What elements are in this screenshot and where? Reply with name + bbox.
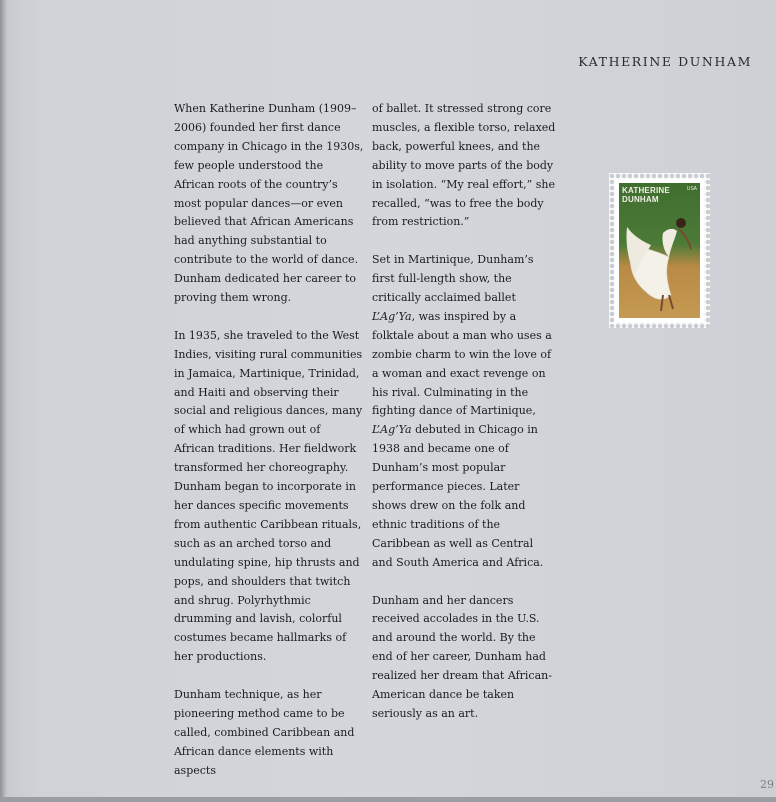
stamp-title-line: KATHERINE [622,186,670,195]
text-run: Set in Martinique, Dunham’s first full-length show, the critically acclaimed ballet [372,253,534,305]
ballet-title: L’Ag’Ya [372,423,412,437]
ballet-title: L’Ag’Ya [372,309,412,323]
dancer-body [662,229,677,257]
paragraph [372,251,557,572]
stamp-artwork [619,183,700,318]
text-run: debuted in Chicago in 1938 and became one of Dunham’s most popular performance pieces. Later shows drew on the folk and ethnic traditions of the Caribbean as well as Central and South America and Africa. [372,423,544,569]
dancer-head [676,218,686,228]
paragraph: Dunham technique, as her pioneering method came to be called, combined Caribbean and African dance elements with aspects [174,688,355,777]
dancer-illustration [619,183,700,318]
paragraph: of ballet. It stressed strong core muscles, a flexible torso, relaxed back, powerful knees, and the ability to move parts of the body in isolation. “My real effort,” she recalled, “was to free the body from restriction.” [372,102,556,229]
dancer-arm [679,229,691,249]
left-text-column [174,100,364,799]
text-run: , was inspired by a folktale about a man who uses a zombie charm to win the love of a woman and exact revenge on his rival. Culminating in the fighting dance of Martinique, [372,309,552,418]
postage-stamp [609,173,710,328]
running-head: KATHERINE DUNHAM [578,54,752,69]
page-gutter-shadow [0,0,6,802]
paragraph: In 1935, she traveled to the West Indies, visiting rural communities in Jamaica, Martinique, Trinidad, and Haiti and observing their social and religious dances, many of which had grown out of African traditions. Her fieldwork transformed her choreography. Dunham began to incorporate in her dances specific movements from authentic Caribbean rituals, such as an arched torso and undulating spine, hip thrusts and pops, and shoulders that twitch and shrug. Polyrhythmic drumming and lavish, colorful costumes became hallmarks of her productions. [174,328,363,664]
paragraph: When Katherine Dunham (1909–2006) founded her first dance company in Chicago in the 1930s, few people understood the African roots of the country’s most popular dances—or even believed that African Americans had anything substantial to contribute to the world of dance. Dunham dedicated her career to proving them wrong. [174,102,364,305]
page-bottom-edge [0,797,776,802]
paragraph: Dunham and her dancers received accolades in the U.S. and around the world. By the end of her career, Dunham had realized her dream that African-American dance be taken seriously as an art. [372,593,552,720]
stamp-border [615,179,704,322]
stamp-title-line: DUNHAM [622,195,659,204]
page-number: 29 [760,778,774,791]
right-text-column [372,100,557,743]
stamp-denomination: USA [686,186,697,192]
